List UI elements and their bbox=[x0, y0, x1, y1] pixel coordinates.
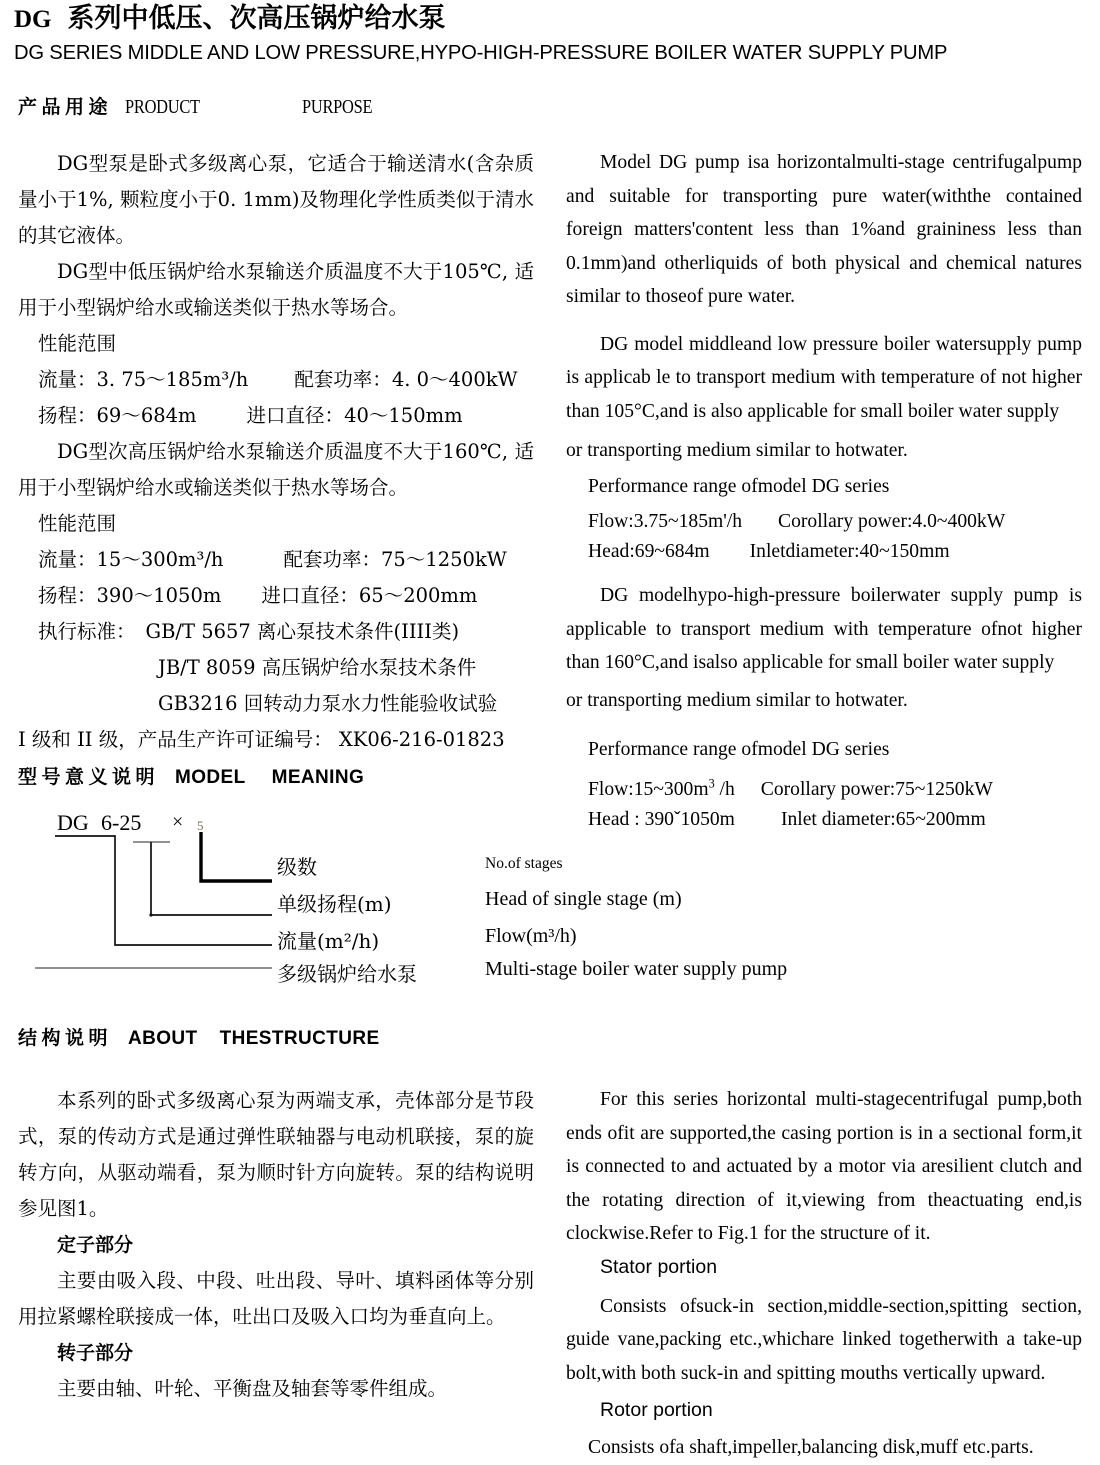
structure-heading-cn: 结构说明 bbox=[18, 1027, 113, 1049]
power-label-cn: 配套功率： bbox=[294, 368, 392, 391]
spec-row-flow-1-en bbox=[566, 507, 1082, 537]
standard-row-1 bbox=[18, 614, 534, 650]
flow-label-cn: 流量： bbox=[38, 368, 97, 391]
structure-para-1-en: For this series horizontal multi-stagecentrifugal pump,both ends ofit are supported,the casing portion is in a sectional form,it is connected to and actuated by a motor via aresilient clutch and the rotating direction of it,viewing from theactuating end,is clockwise.Refer to Fig.1 for the structure of it. bbox=[566, 1089, 1082, 1244]
head-label-cn: 扬程： bbox=[38, 404, 97, 427]
diagram-label-en-head: Head of single stage (m) bbox=[485, 888, 682, 910]
head-en: Head:69~684m bbox=[588, 541, 710, 562]
rotor-heading-en: Rotor portion bbox=[600, 1399, 713, 1421]
structure-column-en bbox=[566, 1083, 1082, 1465]
model-code-stage-count: 5 bbox=[197, 818, 204, 833]
standard-line-2: JB/T 8059 高压锅炉给水泵技术条件 bbox=[158, 656, 477, 679]
structure-heading-en-2: THESTRUCTURE bbox=[219, 1028, 380, 1049]
page-subtitle-en: DG SERIES MIDDLE AND LOW PRESSURE,HYPO-HIGH-PRESSURE BOILER WATER SUPPLY PUMP bbox=[14, 41, 948, 64]
purpose-para-3-cn: DG型次高压锅炉给水泵输送介质温度不大于160℃, 适用于小型锅炉给水或输送类似于热水等场合。 bbox=[18, 440, 534, 499]
flow-en: Flow:3.75~185m'/h bbox=[588, 511, 743, 532]
standard-row-4 bbox=[18, 722, 534, 758]
flow-label-2-cn: 流量： bbox=[38, 548, 97, 571]
leader-line-head bbox=[151, 842, 272, 915]
spec-row-flow-2-cn bbox=[18, 542, 534, 578]
inlet-value-2-cn: 65～200mm bbox=[358, 584, 478, 607]
flow-2-en-a: Flow:15~300m bbox=[588, 778, 709, 800]
leader-line-flow bbox=[55, 836, 272, 945]
purpose-para-3-en: DG modelhypo-high-pressure boilerwater supply pump is applicable to transport medium with temperature ofnot higher than 160°C,and isalso applicable for small boiler water supply bbox=[566, 585, 1082, 673]
rotor-body-en: Consists ofa shaft,impeller,balancing disk,muff etc.parts. bbox=[588, 1437, 1034, 1458]
page-title bbox=[14, 2, 446, 37]
purpose-para-2b-en: or transporting medium similar to hotwater. bbox=[566, 440, 908, 461]
purpose-para-2-cn: DG型中低压锅炉给水泵输送介质温度不大于105℃, 适用于小型锅炉给水或输送类似于热水等场合。 bbox=[18, 260, 534, 319]
purpose-para-2-en: DG model middleand low pressure boiler watersupply pump is applicab le to transport medium with temperature of not higher than 105°C,and is also applicable for small boiler water supply bbox=[566, 333, 1082, 422]
purpose-para-1-cn: DG型泵是卧式多级离心泵，它适合于输送清水(含杂质量小于1%, 颗粒度小于0. 1mm)及物理化学性质类似于清水的其它液体。 bbox=[18, 152, 534, 247]
section-heading-en-1: PRODUCT bbox=[125, 96, 200, 118]
purpose-para-3b-en: or transporting medium similar to hotwater. bbox=[566, 689, 908, 711]
diagram-label-en-pump: Multi-stage boiler water supply pump bbox=[485, 958, 788, 980]
head-2-en: Head : 390ˇ1050m bbox=[588, 808, 735, 830]
head-label-2-cn: 扬程： bbox=[38, 584, 97, 607]
model-code-multiply-sign: × bbox=[172, 811, 184, 833]
standard-row-3 bbox=[18, 686, 534, 722]
structure-para-1-cn: 本系列的卧式多级离心泵为两端支承，壳体部分是节段式，泵的传动方式是通过弹性联轴器与电动机联接，泵的旋转方向，从驱动端看，泵为顺时针方向旋转。泵的结构说明参见图1。 bbox=[18, 1089, 534, 1220]
range-label-2-cn: 性能范围 bbox=[38, 512, 117, 535]
diagram-label-cn-pump: 多级锅炉给水泵 bbox=[277, 962, 417, 986]
diagram-label-en-stages: No.of stages bbox=[485, 855, 563, 872]
stator-body-en: Consists ofsuck-in section,middle-section,spitting section, guide vane,packing etc.,whichare linked togetherwith a take-up bolt,with both suck-in and spitting mouths vertically upward. bbox=[566, 1295, 1082, 1384]
page-title-cn: 系列中低压、次高压锅炉给水泵 bbox=[67, 3, 446, 34]
spec-row-flow-1-cn bbox=[18, 362, 534, 398]
purpose-column-cn bbox=[18, 146, 534, 758]
standard-line-4: I 级和 II 级，产品生产许可证编号： XK06-216-01823 bbox=[18, 728, 505, 751]
section-heading-structure bbox=[18, 1023, 380, 1050]
model-heading-cn: 型号意义说明 bbox=[18, 766, 160, 788]
purpose-para-1-en: Model DG pump isa horizontalmulti-stage centrifugalpump and suitable for transporting pure water(withthe contained foreign matters'content less than 1%and graininess less than 0.1mm)and otherliquids of both physical and chemical natures similar to thoseof pure water. bbox=[566, 152, 1082, 307]
model-code-number: 6-25 bbox=[101, 810, 142, 835]
inlet-value-cn: 40～150mm bbox=[344, 404, 463, 427]
range-label-1-en: Performance range ofmodel DG series bbox=[588, 475, 890, 497]
standard-line-3: GB3216 回转动力泵水力性能验收试验 bbox=[158, 692, 498, 715]
structure-heading-en-1: ABOUT bbox=[128, 1028, 198, 1049]
inlet-label-cn: 进口直径： bbox=[246, 404, 345, 427]
inlet-2-en: Inlet diameter:65~200mm bbox=[780, 808, 986, 830]
power-2-en: Corollary power:75~1250kW bbox=[760, 778, 993, 800]
power-en: Corollary power:4.0~400kW bbox=[778, 511, 1006, 532]
stator-body-cn: 主要由吸入段、中段、吐出段、导叶、填料函体等分别用拉紧螺栓联接成一体，吐出口及吸入口均为垂直向上。 bbox=[18, 1269, 534, 1328]
inlet-en: Inletdiameter:40~150mm bbox=[749, 541, 950, 562]
flow-value-cn: 3. 75～185m³/h bbox=[96, 368, 249, 391]
head-value-2-cn: 390～1050m bbox=[96, 584, 222, 607]
diagram-label-cn-head: 单级扬程(m) bbox=[277, 892, 392, 916]
flow-value-2-cn: 15～300m³/h bbox=[96, 548, 224, 571]
section-heading-product-purpose bbox=[18, 92, 388, 119]
purpose-column-en bbox=[566, 146, 1082, 835]
spec-row-head-1-en bbox=[566, 537, 1082, 567]
power-value-2-cn: 75～1250kW bbox=[381, 548, 507, 571]
rotor-body-cn: 主要由轴、叶轮、平衡盘及轴套等零件组成。 bbox=[57, 1377, 448, 1400]
model-code-dg: DG bbox=[57, 810, 89, 835]
power-value-cn: 4. 0～400kW bbox=[391, 368, 518, 391]
diagram-label-cn-flow: 流量(m²/h) bbox=[277, 929, 380, 953]
flow-2-en-b: /h bbox=[714, 778, 735, 800]
standard-row-2 bbox=[18, 650, 534, 686]
inlet-label-2-cn: 进口直径： bbox=[261, 584, 359, 607]
stator-heading-en: Stator portion bbox=[600, 1255, 718, 1278]
structure-column-cn bbox=[18, 1083, 534, 1407]
power-label-2-cn: 配套功率： bbox=[283, 548, 382, 571]
standard-line-1: GB/T 5657 离心泵技术条件(IIII类) bbox=[145, 620, 460, 643]
model-heading-en-1: MODEL bbox=[175, 767, 246, 788]
spec-row-head-1-cn bbox=[18, 398, 534, 434]
standard-label-cn: 执行标准： bbox=[38, 620, 136, 643]
diagram-label-cn-stages: 级数 bbox=[277, 855, 317, 879]
section-heading-model-meaning bbox=[18, 762, 364, 789]
model-heading-en-2: MEANING bbox=[271, 767, 365, 788]
leader-dot-head bbox=[149, 913, 152, 916]
section-heading-en-2: PURPOSE bbox=[302, 96, 373, 118]
stator-heading-cn: 定子部分 bbox=[57, 1234, 134, 1256]
flow-2-en-sup: 3 bbox=[708, 775, 715, 790]
page-title-prefix: DG bbox=[14, 6, 52, 33]
diagram-label-en-flow: Flow(m³/h) bbox=[485, 925, 577, 947]
rotor-heading-cn: 转子部分 bbox=[57, 1342, 134, 1364]
leader-line-stages bbox=[201, 832, 272, 881]
range-label-2-en: Performance range ofmodel DG series bbox=[588, 739, 890, 760]
range-label-1-cn: 性能范围 bbox=[38, 332, 117, 355]
section-heading-cn: 产品用途 bbox=[18, 96, 113, 118]
spec-row-head-2-cn bbox=[18, 578, 534, 614]
head-value-cn: 69～684m bbox=[96, 404, 197, 427]
